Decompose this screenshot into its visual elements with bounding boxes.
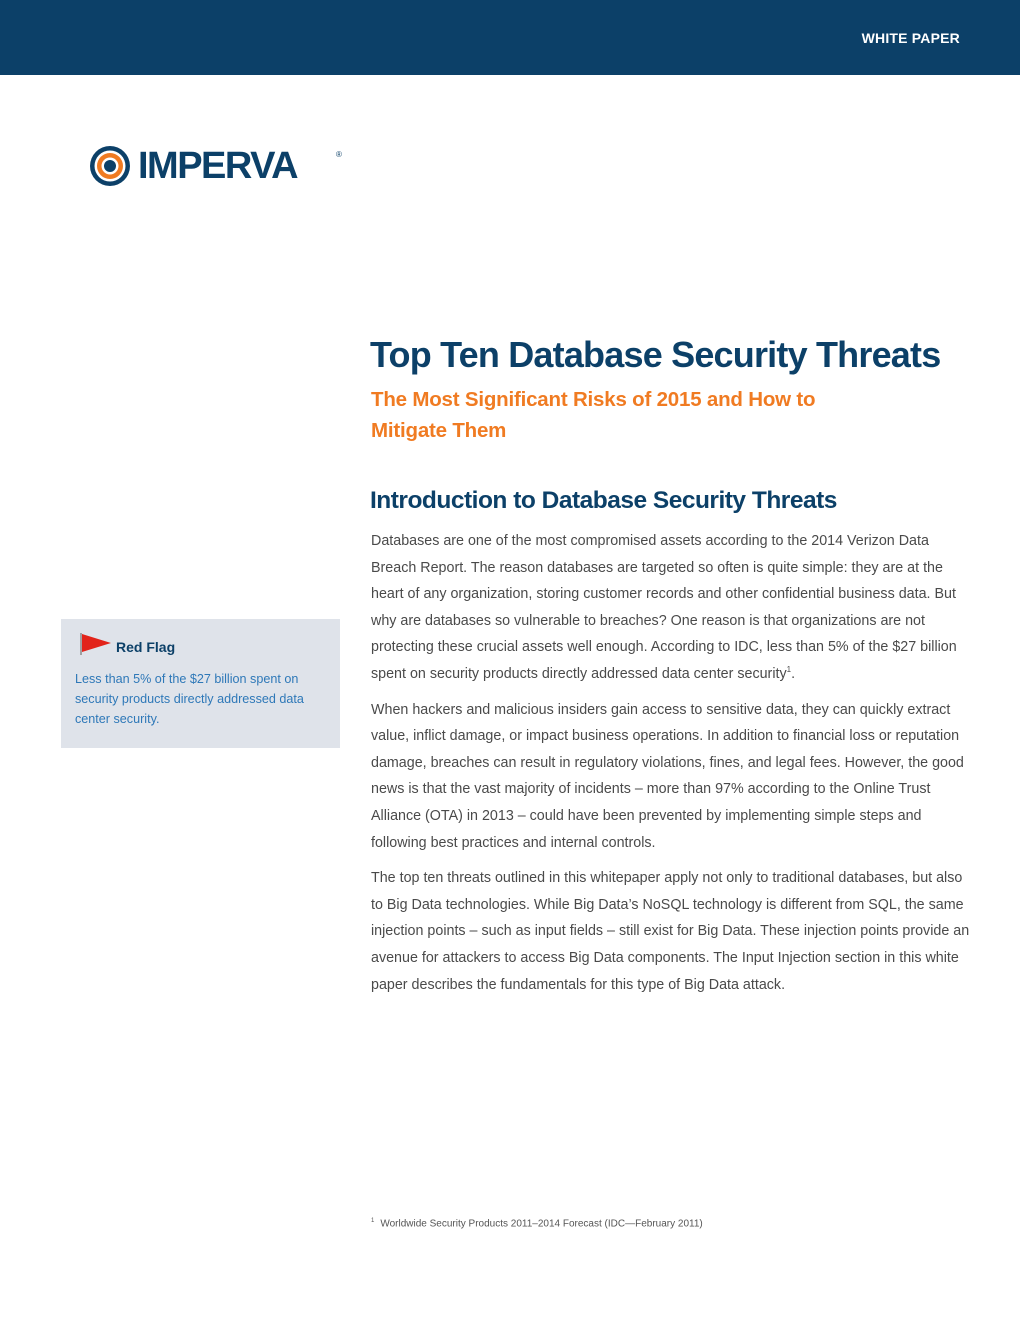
red-flag-title: Red Flag <box>116 639 176 655</box>
red-flag-icon <box>79 632 113 656</box>
footnote-reference: 1 <box>786 665 792 675</box>
document-title: Top Ten Database Security Threats <box>370 334 941 375</box>
section-heading: Introduction to Database Security Threats <box>370 487 837 514</box>
footnote-text: Worldwide Security Products 2011–2014 Forecast (IDC—February 2011) <box>380 1218 703 1230</box>
red-flag-callout <box>61 619 340 748</box>
paragraph-3: The top ten threats outlined in this whitepaper apply not only to traditional databases, but also to Big Data technologies. While Big Data’s NoSQL technology is different from SQL, the same injection points – such as input fields – still exist for Big Data. These injection points provide an avenue for attackers to access Big Data components. The Input Injection section in this white paper describes the fundamentals for this type of Big Data attack. <box>371 870 970 993</box>
body-text <box>371 528 971 1007</box>
header-bar <box>0 0 1020 75</box>
footnote <box>371 1218 703 1229</box>
paragraph-2: When hackers and malicious insiders gain access to sensitive data, they can quickly extract value, inflict damage, or impact business operations. In addition to financial loss or reputation damage, breaches can result in regulatory violations, fines, and legal fees. However, the good news is that the vast majority of incidents – more than 97% according to the Online Trust Alliance (OTA) in 2013 – could have been prevented by implementing simple steps and following best practices and internal controls. <box>371 701 964 851</box>
document-subtitle <box>371 384 911 446</box>
subtitle-line-2: Mitigate Them <box>371 419 507 442</box>
paragraph-1-text: Databases are one of the most compromised assets according to the 2014 Verizon Data Breach Report. The reason databases are targeted so often is quite simple: they are at the heart of any organization, storing customer records and other confidential business data. But why are databases so vulnerable to breaches? One reason is that organizations are not protecting these crucial assets well enough. According to IDC, less than 5% of the $27 billion spent on security products directly addressed data center security <box>371 533 957 682</box>
paragraph-1-end: . <box>791 665 796 682</box>
red-flag-text: Less than 5% of the $27 billion spent on security products directly addressed data center security. <box>75 672 304 726</box>
imperva-logo <box>88 144 342 188</box>
paragraph-1 <box>371 528 971 688</box>
logo-wordmark: IMPERVA <box>138 145 298 187</box>
imperva-logo-icon <box>88 144 132 188</box>
document-type-label: WHITE PAPER <box>861 30 960 46</box>
subtitle-line-1: The Most Significant Risks of 2015 and How to <box>371 388 816 411</box>
footnote-number: 1 <box>371 1218 375 1224</box>
registered-mark: ® <box>336 150 342 159</box>
